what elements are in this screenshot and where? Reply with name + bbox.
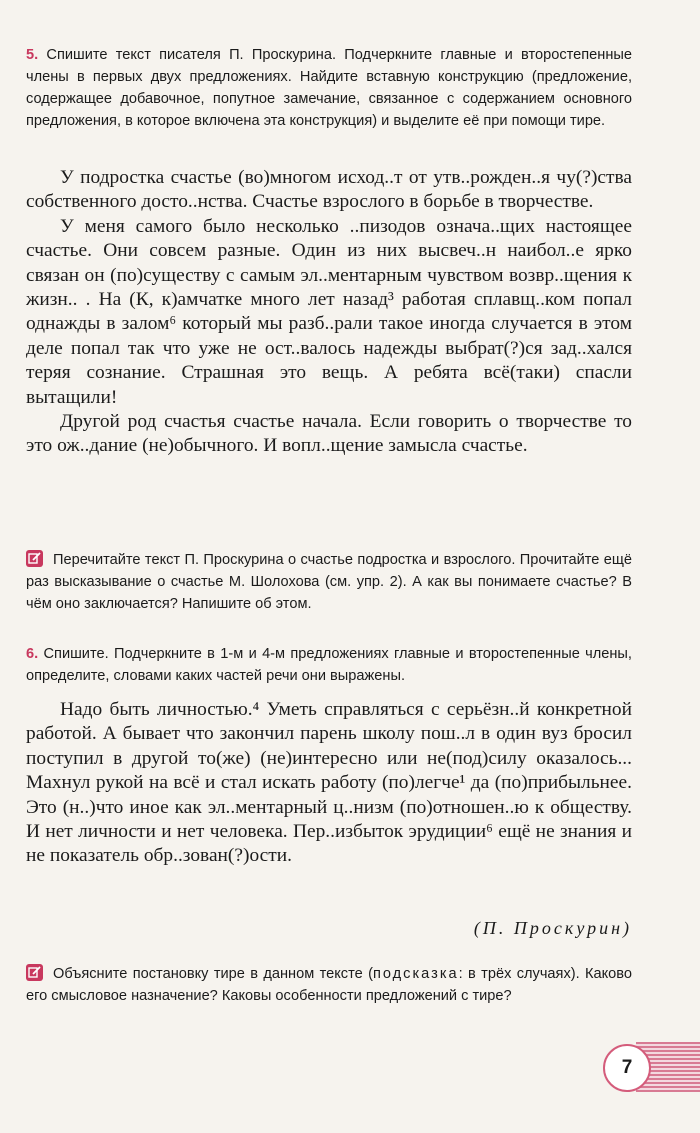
text6-paragraph: Надо быть личностью.⁴ Уметь справляться с серьёзн..й конкретной работой. А бывает что закончил парень школу пош..л в один вуз бросил поступил в другой то(же) (не)интересно или не(под)силу оказалось... Махнул рукой на всё и стал искать работу (по)легче¹ да (по)прибыльнее. Это (н..)что иное как эл..ментарный ц..низм (по)отношен..ю к обществу. И нет личности и нет человека. Пер..избыток эрудиции⁶ ещё не знания и не показатель обр..зован(?)ости. [26, 699, 632, 867]
author-signature: (П. Проскурин) [473, 918, 632, 938]
pencil-task-icon [26, 964, 43, 981]
exercise-6-instruction [26, 643, 632, 687]
exercise-5-text: Спишите текст писателя П. Проскурина. Подчеркните главные и второстепенные члены в первых двух предложениях. Найдите вставную конструкцию (предложение, содержащее добавочное, попутное замечание, связанное с содержанием основного предложения, в которое включена эта конструкция) и выделите её при помощи тире. [26, 47, 632, 129]
exercise-5-text-body [26, 166, 632, 459]
exercise-5-number: 5. [26, 47, 39, 63]
page-number: 7 [603, 1044, 651, 1092]
exercise-6-text: Спишите. Подчеркните в 1-м и 4-м предложениях главные и второстепенные члены, определите, словами каких частей речи они выражены. [26, 646, 632, 684]
exercise-5-instruction [26, 44, 632, 132]
note-1-text: Перечитайте текст П. Проскурина о счастье подростка и взрослого. Прочитайте ещё раз высказывание о счастье М. Шолохова (см. упр. 2). А как вы понимаете счастье? В чём оно заключается? Напишите об этом. [26, 552, 632, 612]
exercise-6-number: 6. [26, 646, 39, 662]
note-2-hint: подсказка [372, 966, 459, 982]
note-2-text-before: Объясните постановку тире в данном тексте ( [53, 966, 373, 982]
exercise-6-text-body [26, 698, 632, 869]
writing-task-note-2 [26, 963, 632, 1007]
text5-paragraph-2: У меня самого было несколько ..пизодов означа..щих настоящее счастье. Они совсем разные. Один из них высвеч..н наибол..е ярко связан он (по)существу с самым эл..ментарным чувством возвр..щения к жизн.. . На (К, к)амчатке много лет назад³ работая сплавщ..ком попал однажды в залом⁶ который мы разб..рали такое иногда случается в этом деле попал так что уже не ост..валось надежды выбрат(?)ся зад..хался теряя сознание. Страшная это вещь. А ребята всё(таки) спасли вытащили! [26, 215, 632, 408]
text5-paragraph-1: У подростка счастье (во)многом исход..т от утв..рожден..я чу(?)ства собственного досто..нства. Счастье взрослого в борьбе в творчестве. [26, 167, 632, 213]
note-2-text-after: : в трёх случаях). Каково его смысловое назначение? Каковы особенности предложений с тире? [26, 966, 633, 1004]
writing-task-note-1 [26, 549, 632, 615]
pencil-task-icon [26, 550, 43, 567]
text5-paragraph-3: Другой род счастья счастье начала. Если говорить о творчестве то это ож..дание (не)обычного. И вопл..щение замысла счастье. [26, 411, 632, 457]
